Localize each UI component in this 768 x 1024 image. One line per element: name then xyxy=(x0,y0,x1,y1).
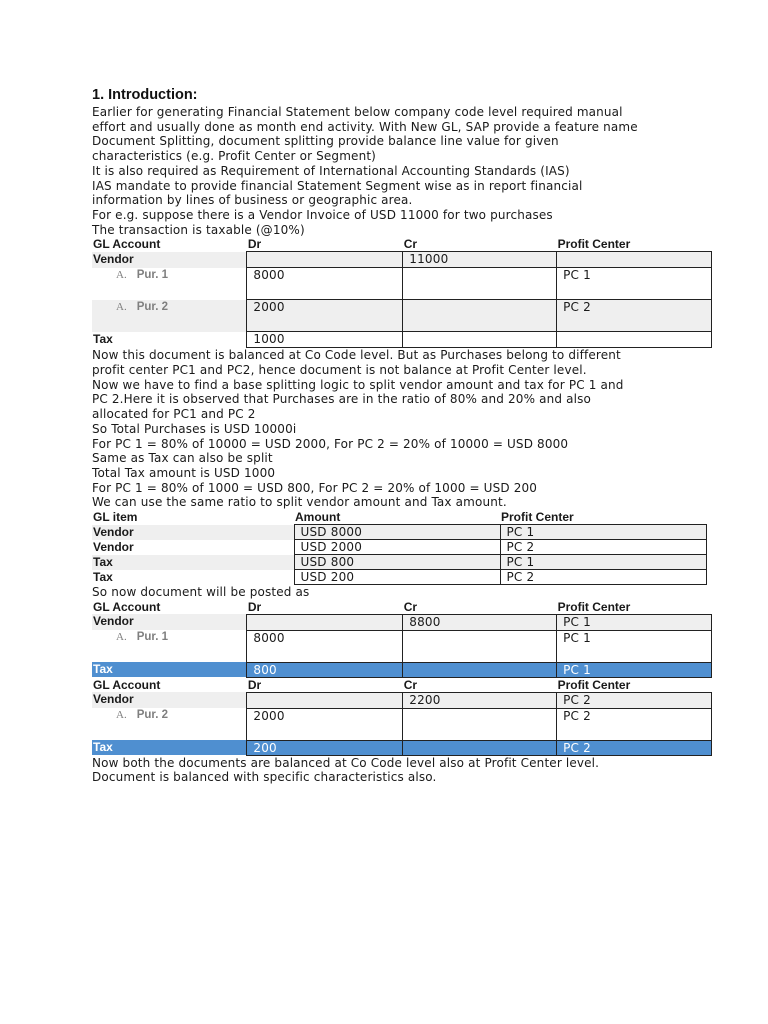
dr-cell: 1000 xyxy=(247,332,403,348)
split-table xyxy=(92,510,707,585)
table-row xyxy=(92,555,706,570)
table-row xyxy=(92,268,712,300)
pc-cell: PC 2 xyxy=(557,708,712,740)
amount-cell: USD 8000 xyxy=(294,525,500,540)
dr-cell: 200 xyxy=(247,740,403,755)
row-label: Tax xyxy=(93,569,113,584)
cr-cell xyxy=(403,708,557,740)
pc-cell: PC 2 xyxy=(557,300,712,332)
header-amount: Amount xyxy=(295,510,341,525)
text-line: PC 2.Here it is observed that Purchases are in the ratio of 80% and 20% and also xyxy=(92,392,591,407)
cr-cell xyxy=(403,332,557,348)
cr-cell xyxy=(403,740,557,755)
posting-table-pc2 xyxy=(92,678,712,756)
intro-paragraph xyxy=(92,105,712,237)
row-label: Vendor xyxy=(93,692,134,707)
table-row xyxy=(92,708,712,740)
cr-cell xyxy=(403,268,557,300)
row-label: Tax xyxy=(92,740,247,755)
row-label: Tax xyxy=(92,662,247,677)
cr-cell: 2200 xyxy=(403,692,557,708)
amount-cell: USD 200 xyxy=(294,570,500,585)
cr-cell: 11000 xyxy=(403,252,557,268)
header-cr: Cr xyxy=(403,677,418,692)
cr-cell: 8800 xyxy=(403,614,557,630)
row-label: A. Pur. 1 xyxy=(116,268,169,281)
row-label: Vendor xyxy=(93,539,134,554)
text-line: Now this document is balanced at Co Code level. But as Purchases belong to different xyxy=(92,348,621,363)
pc-cell xyxy=(557,332,712,348)
table-row-highlighted xyxy=(92,662,712,677)
pc-cell: PC 2 xyxy=(500,570,706,585)
text-line: Document is balanced with specific characteristics also. xyxy=(92,770,437,785)
dr-cell: 8000 xyxy=(247,630,403,662)
row-label: A. Pur. 1 xyxy=(116,631,169,644)
header-dr: Dr xyxy=(247,599,262,614)
header-profit-center: Profit Center xyxy=(557,677,631,692)
dr-cell: 8000 xyxy=(247,268,403,300)
header-gl-item: GL item xyxy=(93,510,138,525)
header-gl-account: GL Account xyxy=(93,677,161,692)
dr-cell: 800 xyxy=(247,662,403,677)
pc-cell xyxy=(557,252,712,268)
text-line: The transaction is taxable (@10%) xyxy=(92,222,305,237)
table-row xyxy=(92,570,706,585)
pc-cell: PC 2 xyxy=(500,540,706,555)
header-profit-center: Profit Center xyxy=(501,510,574,525)
amount-cell: USD 800 xyxy=(294,555,500,570)
closing-paragraph xyxy=(92,756,712,785)
header-cr: Cr xyxy=(403,237,418,252)
pc-cell: PC 1 xyxy=(557,268,712,300)
header-dr: Dr xyxy=(247,677,262,692)
dr-cell: 2000 xyxy=(247,300,403,332)
text-line: For PC 1 = 80% of 1000 = USD 800, For PC 2 = 20% of 1000 = USD 200 xyxy=(92,480,538,495)
row-label: Vendor xyxy=(93,614,134,629)
text-line: characteristics (e.g. Profit Center or Segment) xyxy=(92,149,377,164)
document-page xyxy=(92,86,712,785)
cr-cell xyxy=(403,300,557,332)
table-row xyxy=(92,332,712,348)
header-profit-center: Profit Center xyxy=(557,237,631,252)
text-line: information by lines of business or geographic area. xyxy=(92,193,413,208)
header-cr: Cr xyxy=(403,599,418,614)
text-line: Earlier for generating Financial Statement below company code level required manual xyxy=(92,105,623,119)
text-line: IAS mandate to provide financial Statement Segment wise as in report financial xyxy=(92,178,583,193)
row-label: Vendor xyxy=(93,524,134,539)
text-line: It is also required as Requirement of International Accounting Standards (IAS) xyxy=(92,163,570,178)
header-gl-account: GL Account xyxy=(93,599,161,614)
table-row xyxy=(92,692,712,708)
text-line: Now we have to find a base splitting logic to split vendor amount and tax for PC 1 and xyxy=(92,377,624,392)
table-row xyxy=(92,300,712,332)
header-profit-center: Profit Center xyxy=(557,599,631,614)
table-row xyxy=(92,525,706,540)
table-row xyxy=(92,614,712,630)
row-label: A. Pur. 2 xyxy=(116,300,169,313)
header-gl-account: GL Account xyxy=(93,237,161,252)
text-line: Total Tax amount is USD 1000 xyxy=(92,465,276,480)
text-line: So now document will be posted as xyxy=(92,585,310,600)
header-dr: Dr xyxy=(247,237,262,252)
amount-cell: USD 2000 xyxy=(294,540,500,555)
text-line: effort and usually done as month end activity. With New GL, SAP provide a feature name xyxy=(92,119,638,134)
cr-cell xyxy=(403,662,557,677)
row-label: Vendor xyxy=(93,251,134,266)
dr-cell: 2000 xyxy=(247,708,403,740)
cr-cell xyxy=(403,630,557,662)
row-label: Tax xyxy=(93,331,113,346)
text-line: For PC 1 = 80% of 10000 = USD 2000, For PC 2 = 20% of 10000 = USD 8000 xyxy=(92,436,569,451)
invoice-table xyxy=(92,237,712,348)
pc-cell: PC 1 xyxy=(557,630,712,662)
pc-cell: PC 2 xyxy=(557,740,712,755)
text-line: Now both the documents are balanced at Co Code level also at Profit Center level. xyxy=(92,755,600,770)
posting-table-pc1 xyxy=(92,600,712,678)
pc-cell: PC 1 xyxy=(557,662,712,677)
dr-cell xyxy=(247,614,403,630)
table-row-highlighted xyxy=(92,740,712,755)
text-line: So Total Purchases is USD 10000i xyxy=(92,421,297,436)
row-label: Tax xyxy=(93,554,113,569)
table-row xyxy=(92,540,706,555)
text-line: profit center PC1 and PC2, hence document is not balance at Profit Center level. xyxy=(92,363,587,378)
text-line: Same as Tax can also be split xyxy=(92,451,273,466)
pc-cell: PC 1 xyxy=(500,555,706,570)
pc-cell: PC 1 xyxy=(500,525,706,540)
pc-cell: PC 2 xyxy=(557,692,712,708)
dr-cell xyxy=(247,252,403,268)
section-heading: 1. Introduction: xyxy=(92,87,198,103)
text-line: For e.g. suppose there is a Vendor Invoice of USD 11000 for two purchases xyxy=(92,207,553,222)
text-line: allocated for PC1 and PC 2 xyxy=(92,407,256,422)
explanation-paragraph xyxy=(92,348,712,510)
text-line: We can use the same ratio to split vendor amount and Tax amount. xyxy=(92,495,507,510)
text-line: Document Splitting, document splitting provide balance line value for given xyxy=(92,134,559,149)
table-row xyxy=(92,252,712,268)
row-label: A. Pur. 2 xyxy=(116,709,169,722)
dr-cell xyxy=(247,692,403,708)
pc-cell: PC 1 xyxy=(557,614,712,630)
table-row xyxy=(92,630,712,662)
